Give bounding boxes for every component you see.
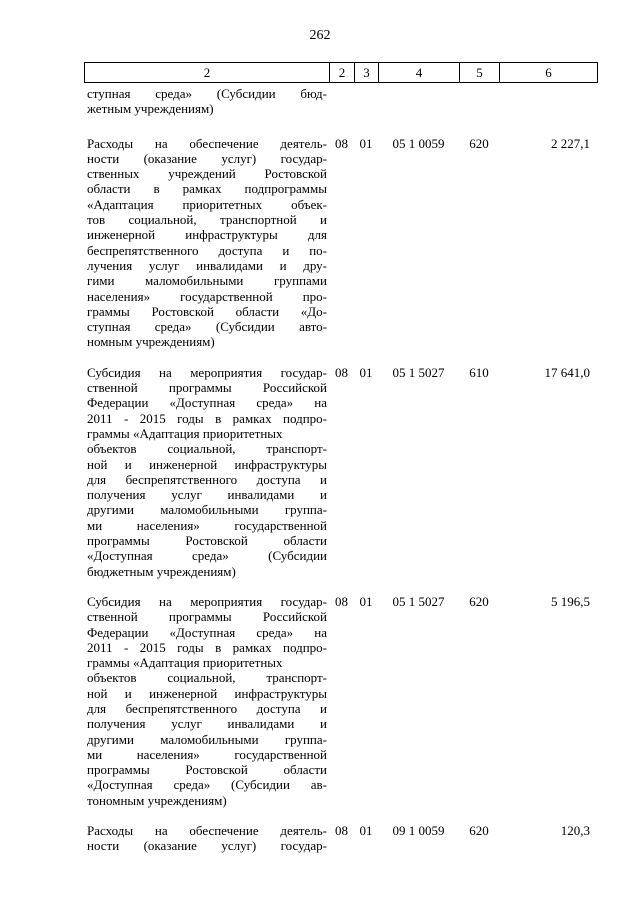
table-row (84, 594, 598, 808)
header-cell-expense-type: 5 (460, 63, 500, 82)
row-description (84, 823, 329, 854)
description-line: «Адаптация приоритетных объек- (87, 196, 327, 212)
description-line: для беспрепятственного доступа и (87, 471, 327, 487)
description-line: «Доступная среда» (Субсидии (87, 548, 327, 564)
page-number: 262 (309, 28, 331, 43)
row-description (84, 86, 329, 117)
description-line: 2011 - 2015 годы в рамках подпро- (87, 410, 327, 426)
row-description (84, 365, 329, 579)
row-subsection: 01 (359, 593, 373, 609)
description-line: области в рамках подпрограммы (87, 181, 327, 197)
description-line: для беспрепятственного доступа и (87, 700, 327, 716)
row-description (84, 136, 329, 350)
table-row (84, 86, 598, 117)
row-target-article: 05 1 0059 (392, 135, 445, 151)
header-cell-section: 2 (330, 63, 355, 82)
row-section: 08 (335, 823, 348, 839)
header-cell-name: 2 (85, 63, 330, 82)
description-line: гими маломобильными группами (87, 273, 327, 289)
table-row (84, 365, 598, 579)
description-line: ственной программы Российской (87, 609, 327, 625)
description-line: Расходы на обеспечение деятель- (87, 135, 327, 151)
description-line: ственных учреждений Ростовской (87, 166, 327, 182)
description-line: другими маломобильными группа- (87, 502, 327, 518)
table-row (84, 136, 598, 350)
description-line: ности (оказание услуг) государ- (87, 838, 327, 854)
description-line: другими маломобильными группа- (87, 731, 327, 747)
description-line: ступная среда» (Субсидии бюд- (87, 86, 327, 101)
description-line: Федерации «Доступная среда» на (87, 395, 327, 411)
description-line: граммы Ростовской области «До- (87, 303, 327, 319)
description-line: программы Ростовской области (87, 762, 327, 778)
description-line: Субсидия на мероприятия государ- (87, 364, 327, 380)
description-line: граммы «Адаптация приоритетных (87, 655, 283, 671)
description-line: получения услуг инвалидами и (87, 716, 327, 732)
description-line: объектов социальной, транспорт- (87, 670, 327, 686)
row-section: 08 (335, 593, 348, 609)
row-expense-type: 620 (469, 593, 489, 609)
header-cell-subsection: 3 (355, 63, 379, 82)
row-expense-type: 620 (469, 823, 489, 839)
row-amount: 17 641,0 (544, 364, 590, 380)
description-line: жетным учреждениям) (87, 101, 214, 117)
description-line: Субсидия на мероприятия государ- (87, 593, 327, 609)
description-line: ности (оказание услуг) государ- (87, 150, 327, 166)
row-target-article: 05 1 5027 (392, 593, 445, 609)
description-line: тономным учреждениям) (87, 792, 227, 808)
description-line: бюджетным учреждениям) (87, 563, 236, 579)
row-subsection: 01 (359, 823, 373, 839)
header-cell-target-article: 4 (379, 63, 460, 82)
description-line: граммы «Адаптация приоритетных (87, 425, 283, 441)
table-body (84, 86, 598, 854)
row-subsection (354, 86, 378, 117)
row-subsection: 01 (359, 364, 373, 380)
table-header (84, 62, 598, 83)
row-expense-type (459, 86, 499, 117)
row-section (329, 86, 354, 117)
row-target-article: 05 1 5027 (392, 364, 445, 380)
row-amount (499, 86, 598, 117)
description-line: Федерации «Доступная среда» на (87, 624, 327, 640)
row-expense-type: 620 (469, 135, 489, 151)
description-line: получения услуг инвалидами и (87, 487, 327, 503)
description-line: ми населения» государственной (87, 517, 327, 533)
description-line: программы Ростовской области (87, 533, 327, 549)
description-line: объектов социальной, транспорт- (87, 441, 327, 457)
row-amount: 5 196,5 (551, 593, 590, 609)
description-line: лучения услуг инвалидами и дру- (87, 257, 327, 273)
row-section: 08 (335, 135, 348, 151)
row-section: 08 (335, 364, 348, 380)
description-line: населения» государственной про- (87, 288, 327, 304)
description-line: ступная среда» (Субсидии авто- (87, 319, 327, 335)
row-description (84, 594, 329, 808)
description-line: тов социальной, транспортной и (87, 212, 327, 228)
row-subsection: 01 (359, 135, 373, 151)
row-expense-type: 610 (469, 364, 489, 380)
row-amount: 120,3 (560, 823, 590, 839)
description-line: номным учреждениям) (87, 334, 215, 350)
table-row (84, 823, 598, 854)
description-line: ной и инженерной инфраструктуры (87, 685, 327, 701)
row-target-article (378, 86, 459, 117)
row-target-article: 09 1 0059 (392, 823, 445, 839)
header-cell-amount: 6 (545, 64, 552, 80)
description-line: инженерной инфраструктуры для (87, 227, 327, 243)
description-line: «Доступная среда» (Субсидии ав- (87, 777, 327, 793)
description-line: ми населения» государственной (87, 746, 327, 762)
description-line: Расходы на обеспечение деятель- (87, 823, 327, 839)
description-line: 2011 - 2015 годы в рамках подпро- (87, 639, 327, 655)
description-line: беспрепятственного доступа и по- (87, 242, 327, 258)
description-line: ственной программы Российской (87, 380, 327, 396)
description-line: ной и инженерной инфраструктуры (87, 456, 327, 472)
row-amount: 2 227,1 (551, 135, 590, 151)
